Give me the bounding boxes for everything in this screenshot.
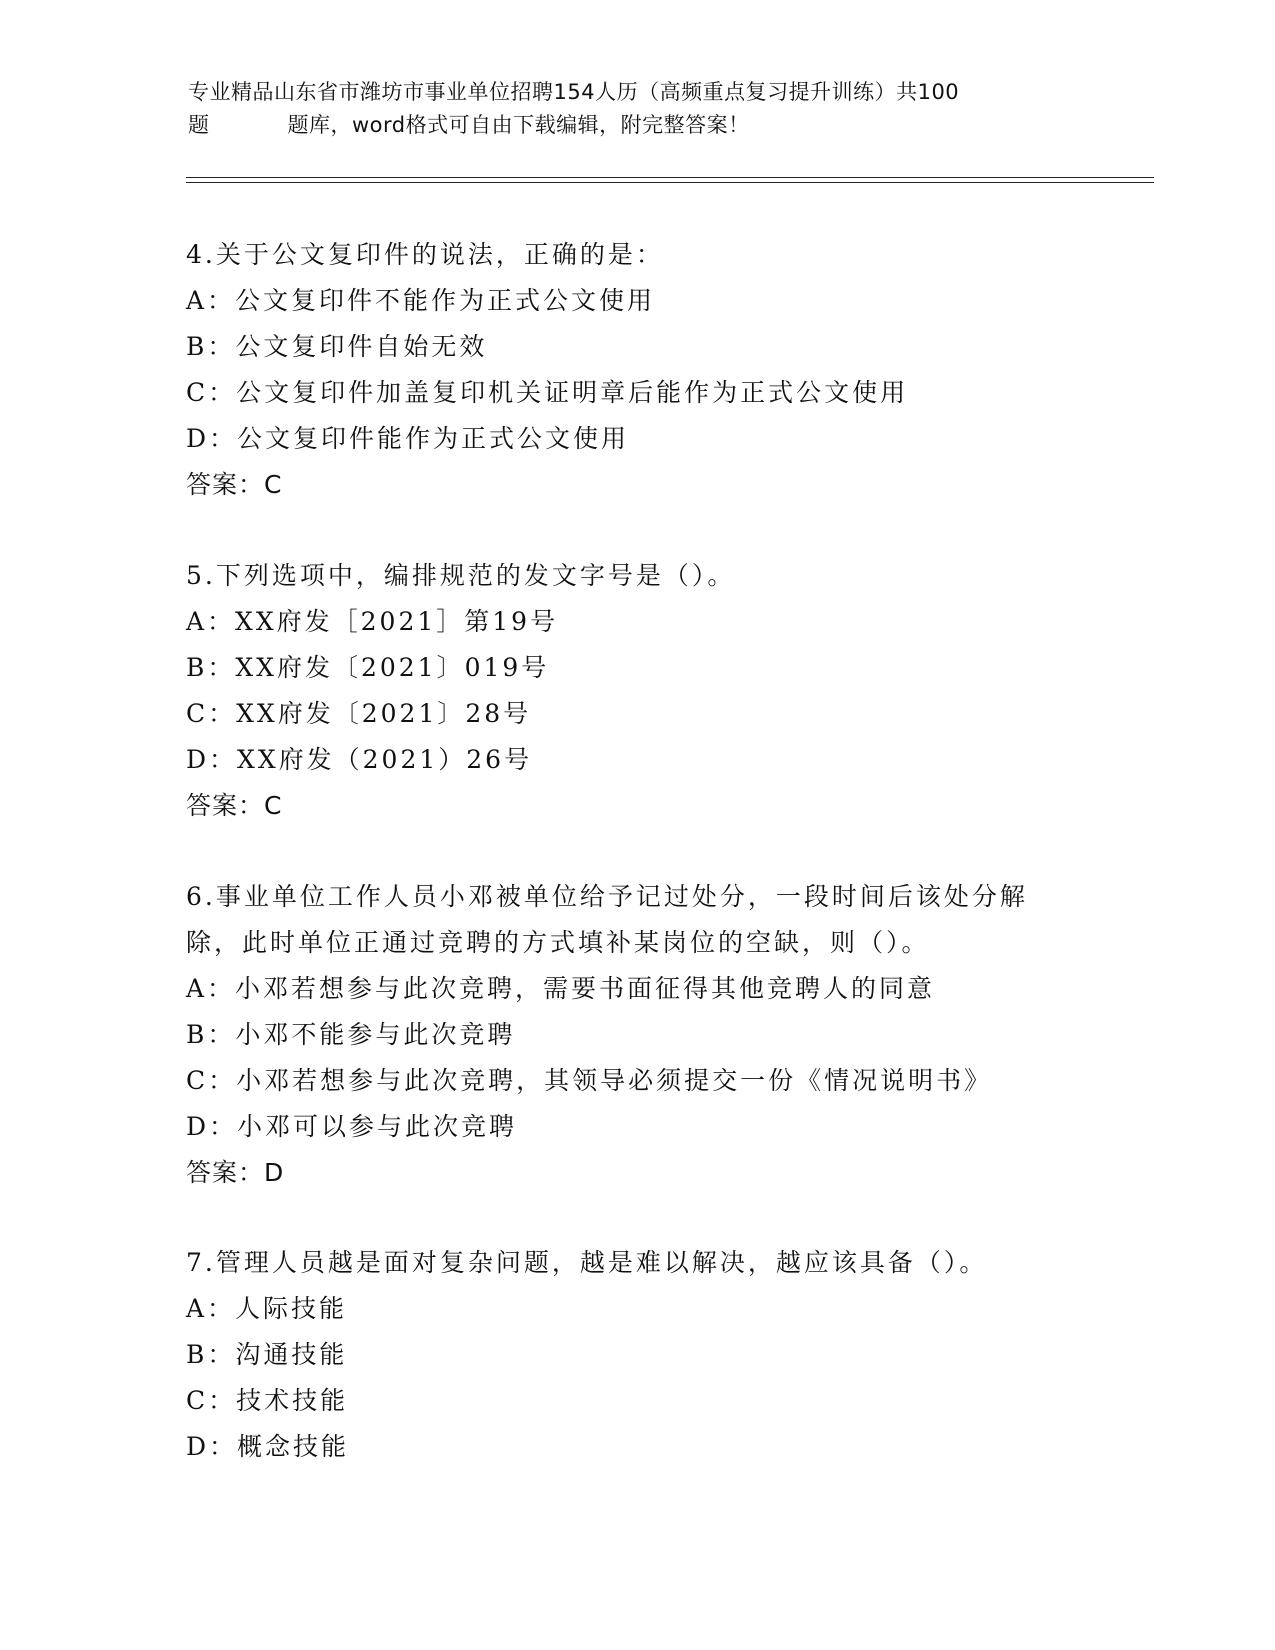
header-title-line-2-rest: 题库，word格式可自由下载编辑，附完整答案！ <box>287 113 750 137</box>
question-stem-line-2: 除，此时单位正通过竞聘的方式填补某岗位的空缺，则（）。 <box>186 928 930 957</box>
option-b: B：沟通技能 <box>186 1340 348 1369</box>
question-6 <box>186 874 1086 1196</box>
question-4 <box>186 232 1086 508</box>
option-d: D：公文复印件能作为正式公文使用 <box>186 424 630 453</box>
header-title-line-2-start: 题 <box>188 113 210 137</box>
option-a: A：公文复印件不能作为正式公文使用 <box>186 286 656 315</box>
option-b: B：小邓不能参与此次竞聘 <box>186 1020 516 1049</box>
option-b: B：XX府发〔2021〕019号 <box>186 653 550 682</box>
answer: 答案：C <box>186 470 283 499</box>
answer: 答案：C <box>186 791 283 820</box>
option-c: C：小邓若想参与此次竞聘，其领导必须提交一份《情况说明书》 <box>186 1066 993 1095</box>
option-a: A：XX府发［2021］第19号 <box>186 607 559 636</box>
option-c: C：公文复印件加盖复印机关证明章后能作为正式公文使用 <box>186 378 909 407</box>
question-stem: 7.管理人员越是面对复杂问题，越是难以解决，越应该具备（）。 <box>186 1248 988 1277</box>
question-7 <box>186 1240 1086 1470</box>
document-header <box>188 76 1088 142</box>
header-title-line-1: 专业精品山东省市潍坊市事业单位招聘154人历（高频重点复习提升训练）共100 <box>188 80 960 104</box>
option-c: C：技术技能 <box>186 1386 349 1415</box>
option-d: D：XX府发（2021）26号 <box>186 745 533 774</box>
question-stem-line-1: 6.事业单位工作人员小邓被单位给予记过处分，一段时间后该处分解 <box>186 882 1028 911</box>
header-divider-top <box>186 177 1154 178</box>
question-5 <box>186 553 1086 829</box>
header-divider-bottom <box>186 182 1154 183</box>
answer: 答案：D <box>186 1158 285 1187</box>
option-d: D：概念技能 <box>186 1432 350 1461</box>
question-stem: 4.关于公文复印件的说法，正确的是： <box>186 240 664 269</box>
option-c: C：XX府发〔2021〕28号 <box>186 699 532 728</box>
question-stem: 5.下列选项中，编排规范的发文字号是（）。 <box>186 561 736 590</box>
option-a: A：小邓若想参与此次竞聘，需要书面征得其他竞聘人的同意 <box>186 974 936 1003</box>
option-b: B：公文复印件自始无效 <box>186 332 488 361</box>
header-title-line-2 <box>188 109 1088 142</box>
option-a: A：人际技能 <box>186 1294 348 1323</box>
option-d: D：小邓可以参与此次竞聘 <box>186 1112 518 1141</box>
